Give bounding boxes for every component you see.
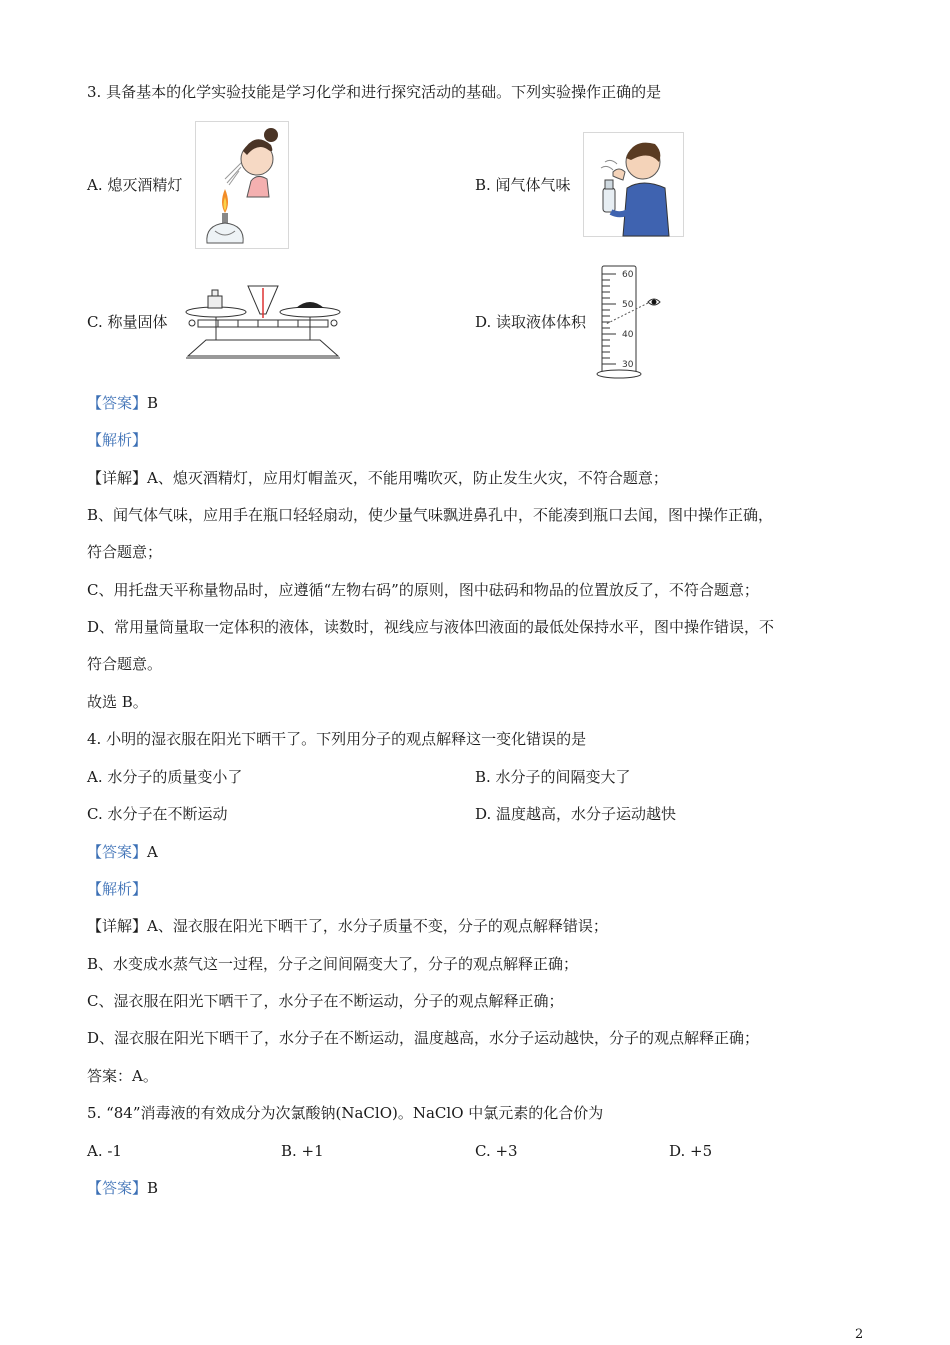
q3-detail-d2: 符合题意。 [87, 655, 163, 673]
q4-detail-a [87, 915, 608, 937]
q3-stem: 3. 具备基本的化学实验技能是学习化学和进行探究活动的基础。下列实验操作正确的是 [87, 83, 662, 101]
answer-value: B [147, 394, 159, 412]
q3-detail-c: C、用托盘天平称量物品时，应遵循“左物右码”的原则，图中砝码和物品的位置放反了，不符合题意； [87, 581, 759, 599]
q4-option-a: A. 水分子的质量变小了 [87, 768, 243, 786]
q4-analysis-tag: 【解析】 [87, 880, 148, 898]
q5-option-c: C. +3 [475, 1142, 518, 1160]
q3-option-c: C. 称量固体 [87, 313, 168, 331]
q3-detail-b2: 符合题意； [87, 543, 163, 561]
q3-answer [87, 392, 158, 414]
answer-value: B [147, 1179, 159, 1197]
answer-tag: 【答案】 [87, 843, 148, 861]
q4-option-b: B. 水分子的间隔变大了 [475, 768, 631, 786]
q4-option-c: C. 水分子在不断运动 [87, 805, 228, 823]
answer-value: A [147, 843, 158, 861]
q4-detail-b: B、水变成水蒸气这一过程，分子之间间隔变大了，分子的观点解释正确； [87, 955, 579, 973]
q4-answer [87, 841, 158, 863]
q3-option-d: D. 读取液体体积 [475, 313, 587, 331]
q4-detail-d: D、湿衣服在阳光下晒干了，水分子在不断运动，温度越高，水分子运动越快，分子的观点解释正确； [87, 1029, 760, 1047]
answer-tag: 【答案】 [87, 1179, 148, 1197]
extinguish-lamp-figure [195, 121, 289, 249]
q4-conclusion: 答案：A。 [87, 1067, 158, 1085]
q5-answer [87, 1177, 158, 1199]
measuring-cylinder-figure [596, 262, 664, 380]
q5-option-d: D. +5 [669, 1142, 713, 1160]
q3-option-a: A. 熄灭酒精灯 [87, 176, 183, 194]
page-number: 2 [855, 1327, 864, 1342]
answer-tag: 【答案】 [87, 394, 148, 412]
q3-analysis-tag: 【解析】 [87, 431, 148, 449]
q3-conclusion: 故选 B。 [87, 693, 148, 711]
q4-detail-c: C、湿衣服在阳光下晒干了，水分子在不断运动，分子的观点解释正确； [87, 992, 564, 1010]
q3-option-b: B. 闻气体气味 [475, 176, 571, 194]
detail-text: A、熄灭酒精灯，应用灯帽盖灭，不能用嘴吹灭，防止发生火灾，不符合题意； [147, 469, 668, 487]
balance-scale-figure [178, 282, 348, 362]
cylinder-tick-60: 60 [622, 270, 634, 280]
cylinder-tick-40: 40 [622, 330, 634, 340]
q3-detail-a [87, 467, 668, 489]
q3-detail-b1: B、闻气体气味，应用手在瓶口轻轻扇动，使少量气味飘进鼻孔中，不能凑到瓶口去闻，图中操作正确， [87, 506, 774, 524]
cylinder-tick-50: 50 [622, 300, 634, 310]
q5-option-b: B. +1 [281, 1142, 324, 1160]
smell-gas-figure [583, 132, 684, 237]
cylinder-tick-30: 30 [622, 360, 634, 370]
q4-option-d: D. 温度越高，水分子运动越快 [475, 805, 677, 823]
detail-tag: 【详解】 [87, 469, 148, 487]
q3-detail-d1: D、常用量筒量取一定体积的液体，读数时，视线应与液体凹液面的最低处保持水平，图中操作错误，不 [87, 618, 775, 636]
q5-stem: 5. “84”消毒液的有效成分为次氯酸钠(NaClO)。NaClO 中氯元素的化合价为 [87, 1104, 604, 1122]
q4-stem: 4. 小明的湿衣服在阳光下晒干了。下列用分子的观点解释这一变化错误的是 [87, 730, 587, 748]
detail-tag: 【详解】 [87, 917, 148, 935]
q5-option-a: A. -1 [87, 1142, 122, 1160]
detail-text: A、湿衣服在阳光下晒干了，水分子质量不变，分子的观点解释错误； [147, 917, 608, 935]
